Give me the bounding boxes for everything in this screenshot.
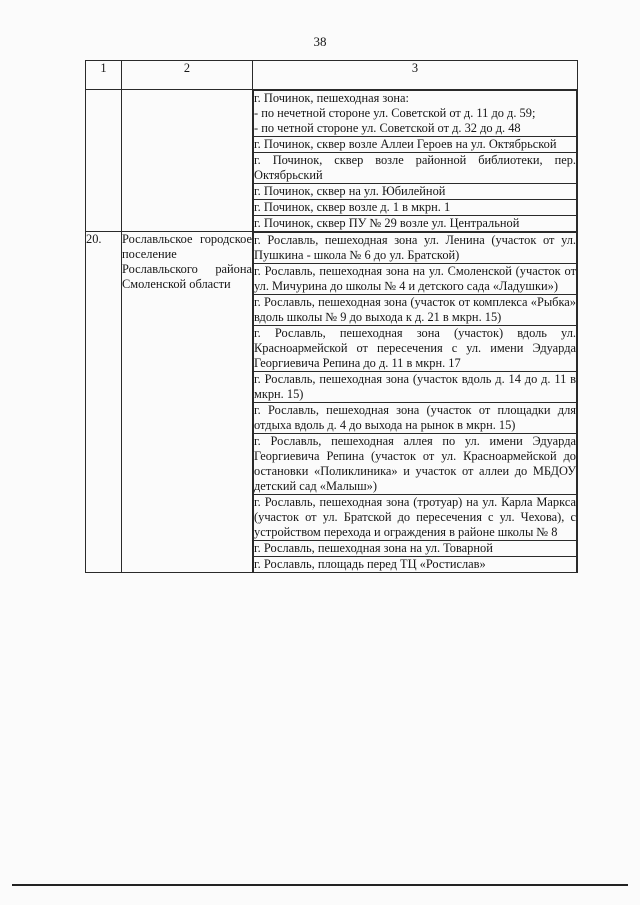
object-line: г. Рославль, пешеходная аллея по ул. имени Эдуарда Георгиевича Репина (участок от ул. Красноармейской до остановки «Поликлиника» и участок от аллеи до МБДОУ детский сад «Малыш») [254, 434, 576, 493]
object-item [254, 434, 577, 495]
object-line: г. Починок, сквер возле Аллеи Героев на ул. Октябрьской [254, 137, 557, 151]
object-line: г. Рославль, пешеходная зона (участок вдоль д. 14 до д. 11 в мкрн. 15) [254, 372, 576, 401]
row-number: 20. [86, 232, 122, 573]
object-line: г. Починок, сквер возле д. 1 в мкрн. 1 [254, 200, 451, 214]
object-item [254, 264, 577, 295]
row-number [86, 90, 122, 232]
object-item [254, 184, 577, 200]
object-item [254, 233, 577, 264]
object-item [254, 295, 577, 326]
object-item [254, 495, 577, 541]
object-line: г. Рославль, пешеходная зона на ул. Товарной [254, 541, 493, 555]
object-line: г. Рославль, пешеходная зона (тротуар) на ул. Карла Маркса (участок от ул. Братской до пересечения с ул. Чехова), с устройством перехода и ограждения в районе школы № 8 [254, 495, 576, 539]
object-item [254, 153, 577, 184]
object-line: - по четной стороне ул. Советской от д. 32 до д. 48 [254, 121, 521, 135]
object-line: - по нечетной стороне ул. Советской от д. 11 до д. 59; [254, 106, 536, 120]
object-item [254, 200, 577, 216]
objects-cell [253, 90, 578, 232]
scan-bottom-rule [12, 884, 628, 886]
object-item [254, 326, 577, 372]
table-row [86, 232, 578, 573]
objects-list [253, 232, 577, 572]
municipality-cell [122, 90, 253, 232]
object-item [254, 216, 577, 232]
object-line: г. Рославль, пешеходная зона (участок) вдоль ул. Красноармейской от пересечения с ул. имени Эдуарда Георгиевича Репина до д. 11 в мкрн. 17 [254, 326, 576, 370]
object-line: г. Починок, сквер возле районной библиотеки, пер. Октябрьский [254, 153, 576, 182]
municipality-cell: Рославльское городское поселение Рославльского района Смоленской области [122, 232, 253, 573]
object-item [254, 541, 577, 557]
object-line: г. Рославль, пешеходная зона (участок от площадки для отдыха вдоль д. 4 до выхода на рынок в мкрн. 15) [254, 403, 576, 432]
objects-table [85, 60, 578, 573]
object-line: г. Рославль, пешеходная зона (участок от комплекса «Рыбка» вдоль школы № 9 до выхода к д. 21 в мкрн. 15) [254, 295, 576, 324]
object-item [254, 91, 577, 137]
object-item [254, 403, 577, 434]
object-line: г. Рославль, пешеходная зона на ул. Смоленской (участок от ул. Мичурина до школы № 4 и детского сада «Ладушки») [254, 264, 576, 293]
header-col-1: 1 [86, 61, 122, 90]
objects-list [253, 90, 577, 231]
header-col-2: 2 [122, 61, 253, 90]
object-line: г. Починок, сквер на ул. Юбилейной [254, 184, 446, 198]
object-line: г. Починок, сквер ПУ № 29 возле ул. Центральной [254, 216, 520, 230]
object-item [254, 557, 577, 573]
object-item [254, 372, 577, 403]
page-number: 38 [313, 34, 327, 49]
table-row [86, 90, 578, 232]
object-line: г. Рославль, пешеходная зона ул. Ленина (участок от ул. Пушкина - школа № 6 до ул. Братской) [254, 233, 576, 262]
table-header-row [86, 61, 578, 90]
objects-cell [253, 232, 578, 573]
object-line: г. Рославль, площадь перед ТЦ «Ростислав» [254, 557, 486, 571]
object-item [254, 137, 577, 153]
header-col-3: 3 [253, 61, 578, 90]
object-line: г. Починок, пешеходная зона: [254, 91, 409, 105]
